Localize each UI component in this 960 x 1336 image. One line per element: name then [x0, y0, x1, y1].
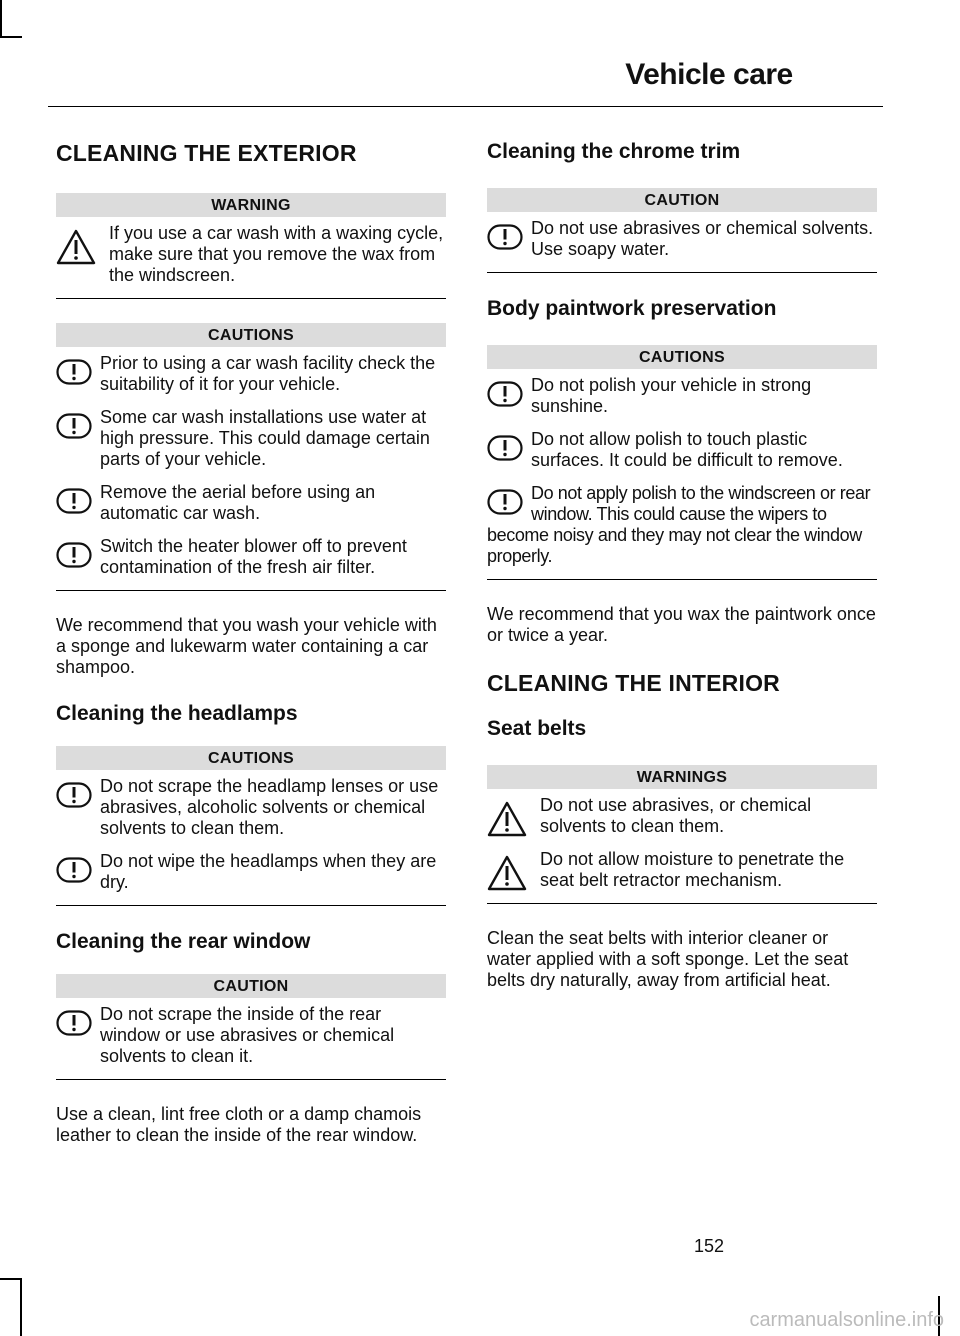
- caution-icon: [56, 1010, 92, 1036]
- caution-header: CAUTION: [487, 188, 877, 212]
- caution-icon: [487, 435, 523, 461]
- body-paragraph: Clean the seat belts with interior cleaner or water applied with a soft sponge. Let the seat belts dry naturally, away from artificial heat.: [487, 928, 849, 990]
- crop-mark: [20, 1278, 22, 1336]
- subheading-paintwork: Body paintwork preservation: [487, 297, 777, 320]
- caution-item: Do not scrape the headlamp lenses or use abrasives, alcoholic solvents or chemical solvents to clean them.: [56, 776, 446, 839]
- warning-header: WARNING: [56, 193, 446, 217]
- warning-item: Do not allow moisture to penetrate the seat belt retractor mechanism.: [487, 849, 877, 891]
- caution-icon: [487, 224, 523, 250]
- caution-icon: [56, 782, 92, 808]
- box-end-rule: [56, 905, 446, 906]
- caution-icon: [56, 857, 92, 883]
- cautions-header: CAUTIONS: [56, 746, 446, 770]
- crop-mark: [0, 1278, 22, 1280]
- watermark: carmanualsonline.info: [749, 1309, 944, 1331]
- box-end-rule: [56, 1079, 446, 1080]
- cautions-header: CAUTIONS: [56, 323, 446, 347]
- caution-item: Do not apply polish to the windscreen or rear window. This could cause the wipers to become noisy and they may not clear the window properly.: [487, 483, 871, 566]
- caution-item: Some car wash installations use water at high pressure. This could damage certain parts of your vehicle.: [56, 407, 446, 470]
- caution-header: CAUTION: [56, 974, 446, 998]
- caution-icon: [56, 413, 92, 439]
- box-end-rule: [487, 579, 877, 580]
- caution-icon: [487, 489, 523, 515]
- crop-mark: [0, 0, 2, 38]
- crop-mark: [0, 36, 22, 38]
- body-paragraph: We recommend that you wash your vehicle with a sponge and lukewarm water containing a car shampoo.: [56, 615, 437, 677]
- box-end-rule: [56, 590, 446, 591]
- section-heading-exterior: CLEANING THE EXTERIOR: [56, 140, 357, 166]
- page-number: 152: [693, 1236, 725, 1256]
- box-end-rule: [487, 272, 877, 273]
- caution-icon: [56, 542, 92, 568]
- caution-item: Prior to using a car wash facility check the suitability of it for your vehicle.: [56, 353, 446, 395]
- caution-item: Do not use abrasives or chemical solvents. Use soapy water.: [487, 218, 877, 260]
- right-column: [487, 140, 877, 1015]
- page-title: Vehicle care: [625, 58, 793, 91]
- left-column: [56, 140, 446, 1170]
- warnings-header: WARNINGS: [487, 765, 877, 789]
- section-heading-interior: CLEANING THE INTERIOR: [487, 670, 780, 696]
- cautions-header: CAUTIONS: [487, 345, 877, 369]
- warning-triangle-icon: [56, 229, 96, 265]
- caution-icon: [56, 488, 92, 514]
- caution-item: Do not wipe the headlamps when they are dry.: [56, 851, 446, 893]
- warning-triangle-icon: [487, 801, 527, 837]
- box-end-rule: [487, 903, 877, 904]
- caution-icon: [56, 359, 92, 385]
- caution-item: Do not polish your vehicle in strong sunshine.: [487, 375, 877, 417]
- subheading-headlamps: Cleaning the headlamps: [56, 702, 298, 725]
- caution-item: Remove the aerial before using an automatic car wash.: [56, 482, 446, 524]
- subheading-chrome-trim: Cleaning the chrome trim: [487, 140, 741, 163]
- caution-item: Do not scrape the inside of the rear window or use abrasives or chemical solvents to clean it.: [56, 1004, 446, 1067]
- warning-item: If you use a car wash with a waxing cycle, make sure that you remove the wax from the windscreen.: [56, 223, 446, 286]
- body-paragraph: Use a clean, lint free cloth or a damp chamois leather to clean the inside of the rear window.: [56, 1104, 422, 1145]
- body-paragraph: We recommend that you wax the paintwork once or twice a year.: [487, 604, 876, 645]
- warning-triangle-icon: [487, 855, 527, 891]
- box-end-rule: [56, 298, 446, 299]
- caution-item: Do not allow polish to touch plastic surfaces. It could be difficult to remove.: [487, 429, 877, 471]
- caution-item: Switch the heater blower off to prevent contamination of the fresh air filter.: [56, 536, 446, 578]
- subheading-rear-window: Cleaning the rear window: [56, 930, 311, 953]
- subheading-seat-belts: Seat belts: [487, 717, 587, 740]
- caution-icon: [487, 381, 523, 407]
- warning-item: Do not use abrasives, or chemical solvents to clean them.: [487, 795, 877, 837]
- title-rule: [48, 106, 883, 107]
